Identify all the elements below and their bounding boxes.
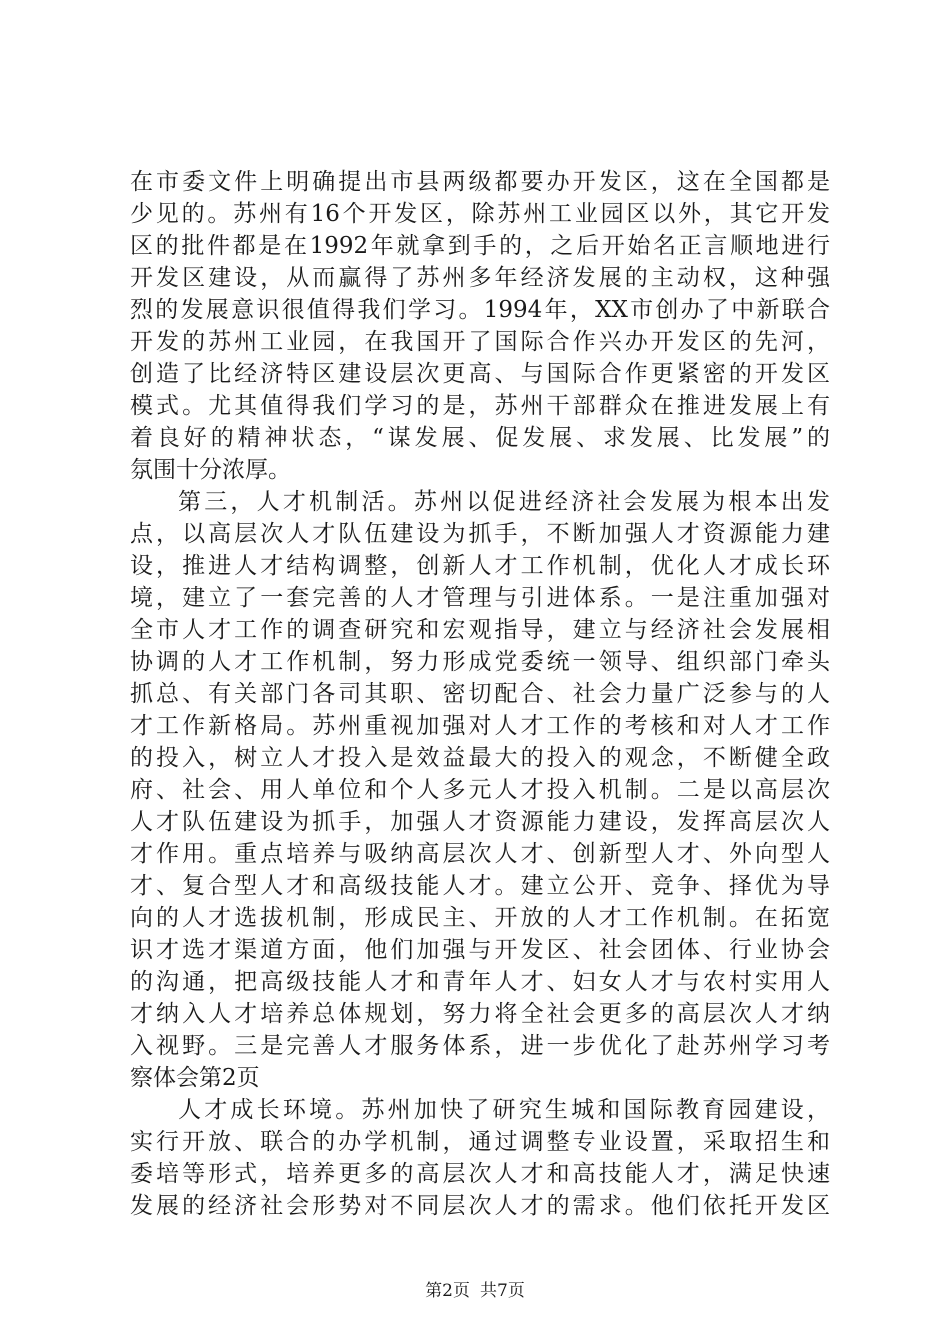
text-line: 入视野。三是完善人才服务体系，进一步优化了赴苏州学习考 [130, 1033, 830, 1059]
text-line: 的投入，树立人才投入是效益最大的投入的观念，不断健全政 [130, 745, 830, 771]
text-line: 着良好的精神状态，“谋发展、促发展、求发展、比发展”的 [130, 425, 830, 451]
text-line: 察体会第2页 [130, 1065, 260, 1091]
paragraph-start-line: 第三，人才机制活。苏州以促进经济社会发展为根本出发 [178, 489, 830, 515]
text-line: 烈的发展意识很值得我们学习。1994年，XX市创办了中新联合 [130, 297, 830, 323]
page-number: 第2页 [425, 1281, 470, 1301]
text-line: 向的人才选拔机制，形成民主、开放的人才工作机制。在拓宽 [130, 905, 830, 931]
text-line: 的沟通，把高级技能人才和青年人才、妇女人才与农村实用人 [130, 969, 830, 995]
text-line: 模式。尤其值得我们学习的是，苏州干部群众在推进发展上有 [130, 393, 830, 419]
text-line: 协调的人才工作机制，努力形成党委统一领导、组织部门牵头 [130, 649, 830, 675]
text-line: 人才队伍建设为抓手，加强人才资源能力建设，发挥高层次人 [130, 809, 830, 835]
text-line: 才纳入人才培养总体规划，努力将全社会更多的高层次人才纳 [130, 1001, 830, 1027]
text-line: 开发的苏州工业园，在我国开了国际合作兴办开发区的先河， [130, 329, 830, 355]
text-line: 才作用。重点培养与吸纳高层次人才、创新型人才、外向型人 [130, 841, 830, 867]
text-line: 全市人才工作的调查研究和宏观指导，建立与经济社会发展相 [130, 617, 830, 643]
text-line: 识才选才渠道方面，他们加强与开发区、社会团体、行业协会 [130, 937, 830, 963]
page-total: 共7页 [480, 1281, 525, 1301]
page-footer [0, 1280, 950, 1302]
text-line: 氛围十分浓厚。 [130, 457, 291, 483]
text-line: 在市委文件上明确提出市县两级都要办开发区，这在全国都是 [130, 169, 830, 195]
text-line: 开发区建设，从而赢得了苏州多年经济发展的主动权，这种强 [130, 265, 830, 291]
text-line: 境，建立了一套完善的人才管理与引进体系。一是注重加强对 [130, 585, 830, 611]
text-line: 才工作新格局。苏州重视加强对人才工作的考核和对人才工作 [130, 713, 830, 739]
text-line: 委培等形式，培养更多的高层次人才和高技能人才，满足快速 [130, 1161, 830, 1187]
text-line: 才、复合型人才和高级技能人才。建立公开、竞争、择优为导 [130, 873, 830, 899]
text-line: 实行开放、联合的办学机制，通过调整专业设置，采取招生和 [130, 1129, 830, 1155]
text-line: 创造了比经济特区建设层次更高、与国际合作更紧密的开发区 [130, 361, 830, 387]
text-line: 设，推进人才结构调整，创新人才工作机制，优化人才成长环 [130, 553, 830, 579]
paragraph-start-line: 人才成长环境。苏州加快了研究生城和国际教育园建设， [178, 1097, 830, 1123]
text-line: 点，以高层次人才队伍建设为抓手，不断加强人才资源能力建 [130, 521, 830, 547]
text-line: 少见的。苏州有16个开发区，除苏州工业园区以外，其它开发 [130, 201, 830, 227]
document-body [130, 166, 830, 1222]
text-line: 抓总、有关部门各司其职、密切配合、社会力量广泛参与的人 [130, 681, 830, 707]
text-line: 发展的经济社会形势对不同层次人才的需求。他们依托开发区 [130, 1193, 830, 1219]
text-line: 府、社会、用人单位和个人多元人才投入机制。二是以高层次 [130, 777, 830, 803]
text-line: 区的批件都是在1992年就拿到手的，之后开始名正言顺地进行 [130, 233, 830, 259]
